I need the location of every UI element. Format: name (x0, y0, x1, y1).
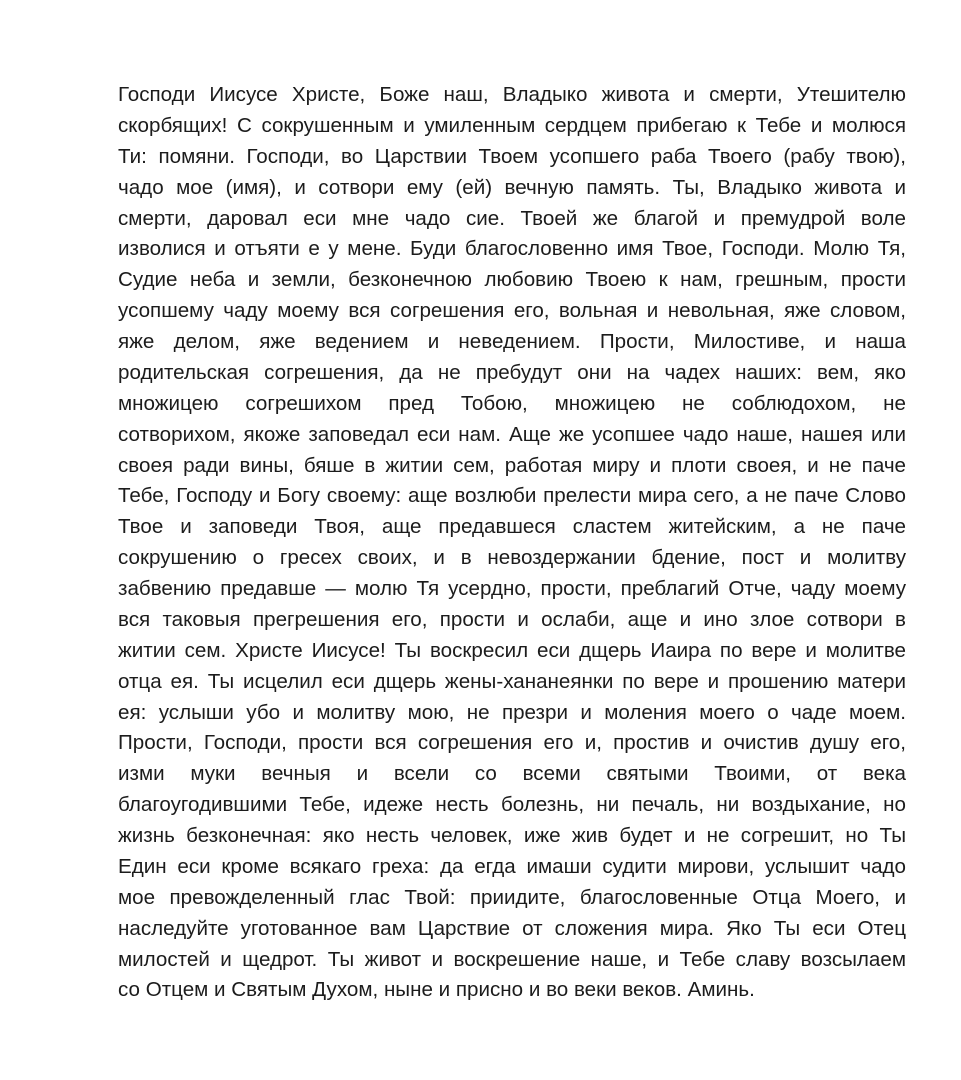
text-line: Прости, Господи, прости вся согрешения его и, простив и очистив душу его, (118, 731, 906, 755)
text-line-last: со Отцем и Святым Духом, ныне и присно и во веки веков. Аминь. (118, 978, 755, 1002)
text-line: наследуйте уготованное вам Царствие от сложения мира. Яко Ты еси Отец (118, 916, 906, 940)
text-line: своея ради вины, бяше в житии сем, работая миру и плоти своея, и не паче (118, 453, 906, 477)
text-line: благоугодившими Тебе, идеже несть болезнь, ни печаль, ни воздыхание, но (118, 793, 906, 817)
text-line: чадо мое (имя), и сотвори ему (ей) вечную память. Ты, Владыко живота и (118, 175, 906, 199)
text-line: Господи Иисусе Христе, Боже наш, Владыко живота и смерти, Утешителю (118, 83, 906, 106)
text-line: множицею согрешихом пред Тобою, множицею не соблюдохом, не (118, 391, 906, 415)
text-line: изволися и отъяти е у мене. Буди благословенно имя Твое, Господи. Молю Тя, (118, 237, 906, 261)
text-line: изми муки вечныя и всели со всеми святыми Твоими, от века (118, 762, 906, 786)
text-line: Тебе, Господу и Богу своему: аще возлюби прелести мира сего, а не паче Слово (118, 484, 906, 508)
text-line: вся таковыя прегрешения его, прости и ослаби, аще и ино злое сотвори в (118, 607, 906, 631)
text-line: Твое и заповеди Твоя, аще предавшеся сластем житейским, а не паче (118, 515, 906, 539)
text-line: милостей и щедрот. Ты живот и воскрешение наше, и Тебе славу возсылаем (118, 947, 906, 971)
text-line: родительская согрешения, да не пребудут они на чадех наших: вем, яко (118, 360, 906, 384)
text-line: мое превожделенный глас Твой: приидите, благословенные Отца Моего, и (118, 885, 906, 909)
text-line: Един еси кроме всякаго греха: да егда имаши судити мирови, услышит чадо (118, 854, 906, 878)
text-line: смерти, даровал еси мне чадо сие. Твоей же благой и премудрой воле (118, 206, 906, 230)
text-line: ея: услыши убо и молитву мою, не презри и моления моего о чаде моем. (118, 700, 906, 724)
text-line: жизнь безконечная: яко несть человек, иже жив будет и не согрешит, но Ты (118, 824, 906, 847)
text-line: Судие неба и земли, безконечною любовию Твоею к нам, грешным, прости (118, 268, 906, 292)
text-line: яже делом, яже ведением и неведением. Прости, Милостиве, и наша (118, 330, 906, 353)
prayer-text (118, 80, 906, 1006)
text-line: отца ея. Ты исцелил еси дщерь жены-хананеянки по вере и прошению матери (118, 669, 906, 693)
text-line: скорбящих! С сокрушенным и умиленным сердцем прибегаю к Тебе и молюся (118, 113, 906, 137)
text-line: сотворихом, якоже заповедал еси нам. Аще же усопшее чадо наше, нашея или (118, 422, 906, 446)
text-line: житии сем. Христе Иисусе! Ты воскресил еси дщерь Иаира по вере и молитве (118, 638, 906, 662)
text-line: Ти: помяни. Господи, во Царствии Твоем усопшего раба Твоего (рабу твою), (118, 144, 906, 168)
text-line: сокрушению о гресех своих, и в невоздержании бдение, пост и молитву (118, 546, 906, 570)
text-line: забвению предавше — молю Тя усердно, прости, преблагий Отче, чаду моему (118, 577, 906, 600)
text-line: усопшему чаду моему вся согрешения его, вольная и невольная, яже словом, (118, 299, 906, 323)
